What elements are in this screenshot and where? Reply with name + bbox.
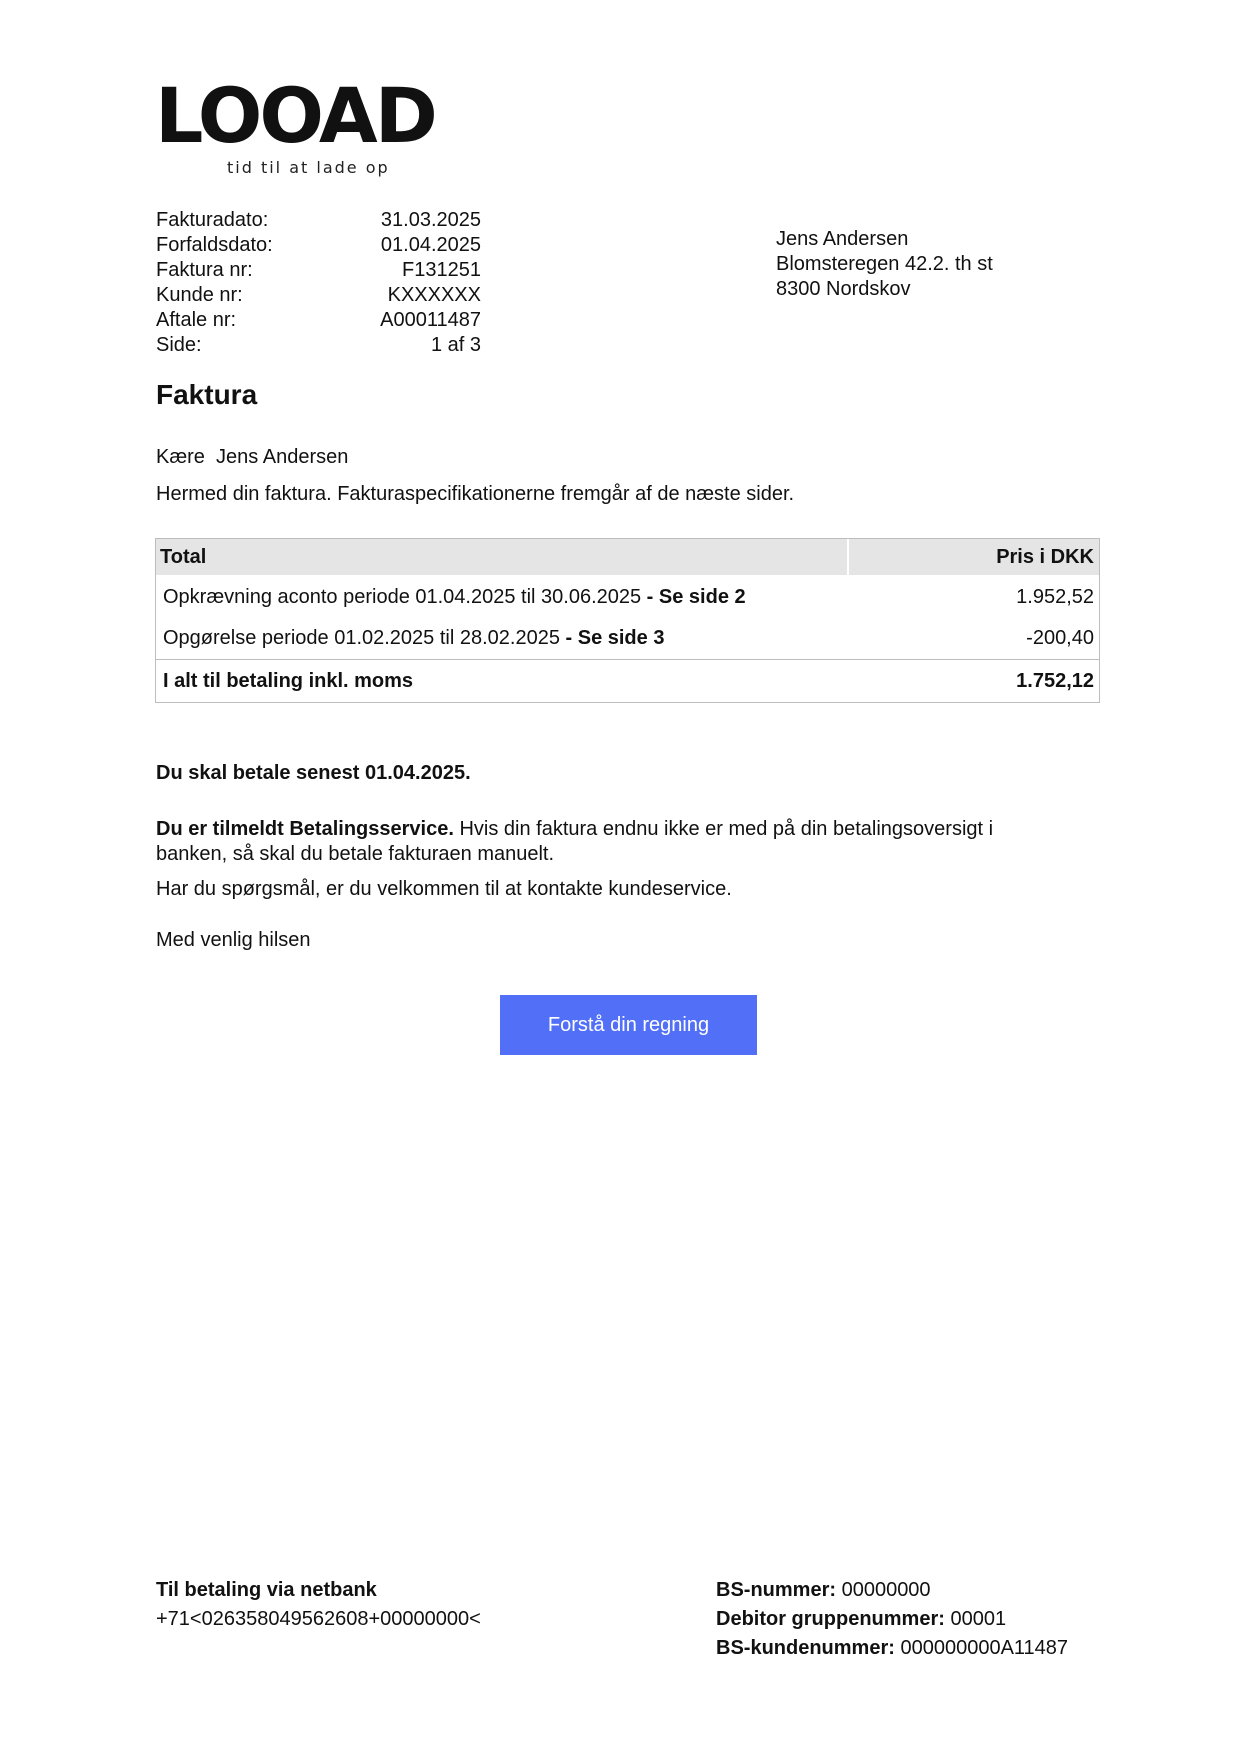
meta-value: 1 af 3 bbox=[430, 334, 481, 356]
meta-value: F131251 bbox=[402, 259, 481, 281]
meta-label: Faktura nr: bbox=[156, 259, 253, 281]
row-page-ref: - Se side 2 bbox=[641, 586, 746, 608]
recipient-city: 8300 Nordskov bbox=[776, 278, 911, 300]
meta-row-invoice-date bbox=[156, 208, 481, 233]
header-price: Pris i DKK bbox=[996, 545, 1094, 568]
meta-value: 31.03.2025 bbox=[380, 209, 481, 231]
meta-row-agreement-number bbox=[156, 308, 481, 333]
logo-tagline: tid til at lade op bbox=[227, 158, 390, 177]
debitor-group-row bbox=[716, 1605, 1068, 1634]
row-text: Opkrævning aconto periode 01.04.2025 til 30.06.2025 bbox=[163, 586, 642, 608]
recipient-name: Jens Andersen bbox=[776, 228, 909, 250]
table-row bbox=[156, 618, 1099, 659]
row-text: Opgørelse periode 01.02.2025 til 28.02.2025 bbox=[163, 627, 560, 649]
betalingsservice-text: Hvis din faktura endnu ikke er med på din betalingsoversigt i banken, så skal du betale fakturaen manuelt. bbox=[156, 818, 994, 865]
meta-label: Aftale nr: bbox=[156, 309, 237, 331]
debitor-group-value: 00001 bbox=[944, 1608, 1007, 1630]
meta-value: KXXXXXX bbox=[387, 284, 481, 306]
meta-row-customer-number bbox=[156, 283, 481, 308]
row-amount: -200,40 bbox=[1026, 627, 1094, 649]
meta-row-page bbox=[156, 333, 481, 358]
meta-label: Kunde nr: bbox=[156, 284, 243, 306]
netbank-title: Til betaling via netbank bbox=[156, 1579, 377, 1601]
netbank-payment bbox=[156, 1576, 481, 1634]
betalingsservice-notice bbox=[156, 817, 1056, 867]
recipient-street: Blomsteregen 42.2. th st bbox=[776, 253, 993, 275]
bs-number-value: 00000000 bbox=[836, 1579, 931, 1601]
meta-row-due-date bbox=[156, 233, 481, 258]
betalingsservice-bold: Du er tilmeldt Betalingsservice. bbox=[156, 818, 454, 840]
meta-label: Side: bbox=[156, 334, 202, 356]
row-description bbox=[156, 627, 849, 650]
meta-label: Forfaldsdato: bbox=[156, 234, 273, 256]
header-total: Total bbox=[156, 539, 849, 575]
bs-customer-row bbox=[716, 1634, 1068, 1663]
row-page-ref: - Se side 3 bbox=[559, 627, 665, 649]
bs-customer-label: BS-kundenummer: bbox=[716, 1637, 895, 1659]
bs-number-label: BS-nummer: bbox=[716, 1579, 837, 1601]
meta-row-invoice-number bbox=[156, 258, 481, 283]
invoice-summary-table bbox=[155, 538, 1100, 703]
recipient-address bbox=[776, 227, 993, 302]
bs-customer-value: 000000000A11487 bbox=[894, 1637, 1069, 1659]
closing-regards: Med venlig hilsen bbox=[156, 929, 311, 951]
debitor-group-label: Debitor gruppenummer: bbox=[716, 1608, 945, 1630]
invoice-meta bbox=[156, 208, 481, 358]
total-label: I alt til betaling inkl. moms bbox=[163, 669, 414, 692]
due-notice: Du skal betale senest 01.04.2025. bbox=[156, 762, 471, 784]
betalingsservice-details bbox=[716, 1576, 1068, 1663]
meta-value: A00011487 bbox=[380, 309, 481, 331]
table-row bbox=[156, 577, 1099, 618]
meta-label: Fakturadato: bbox=[156, 209, 269, 231]
greeting-salutation: Kære bbox=[156, 446, 205, 468]
greeting bbox=[156, 446, 348, 469]
meta-value: 01.04.2025 bbox=[380, 234, 481, 256]
logo-wordmark: LOOAD bbox=[155, 71, 435, 160]
understand-bill-button[interactable]: Forstå din regning bbox=[500, 995, 757, 1055]
intro-text: Hermed din faktura. Fakturaspecifikationerne fremgår af de næste sider. bbox=[156, 483, 795, 505]
questions-text: Har du spørgsmål, er du velkommen til at kontakte kundeservice. bbox=[156, 878, 732, 900]
bs-number-row bbox=[716, 1576, 1068, 1605]
table-header bbox=[156, 539, 1099, 575]
payment-code: +71<026358049562608+00000000< bbox=[156, 1608, 481, 1630]
row-amount: 1.952,52 bbox=[1016, 586, 1094, 608]
row-description bbox=[156, 586, 849, 609]
company-logo bbox=[155, 71, 455, 177]
total-amount: 1.752,12 bbox=[1016, 669, 1094, 692]
greeting-name: Jens Andersen bbox=[216, 446, 349, 468]
page-title: Faktura bbox=[156, 379, 258, 410]
table-total-row bbox=[156, 659, 1099, 702]
